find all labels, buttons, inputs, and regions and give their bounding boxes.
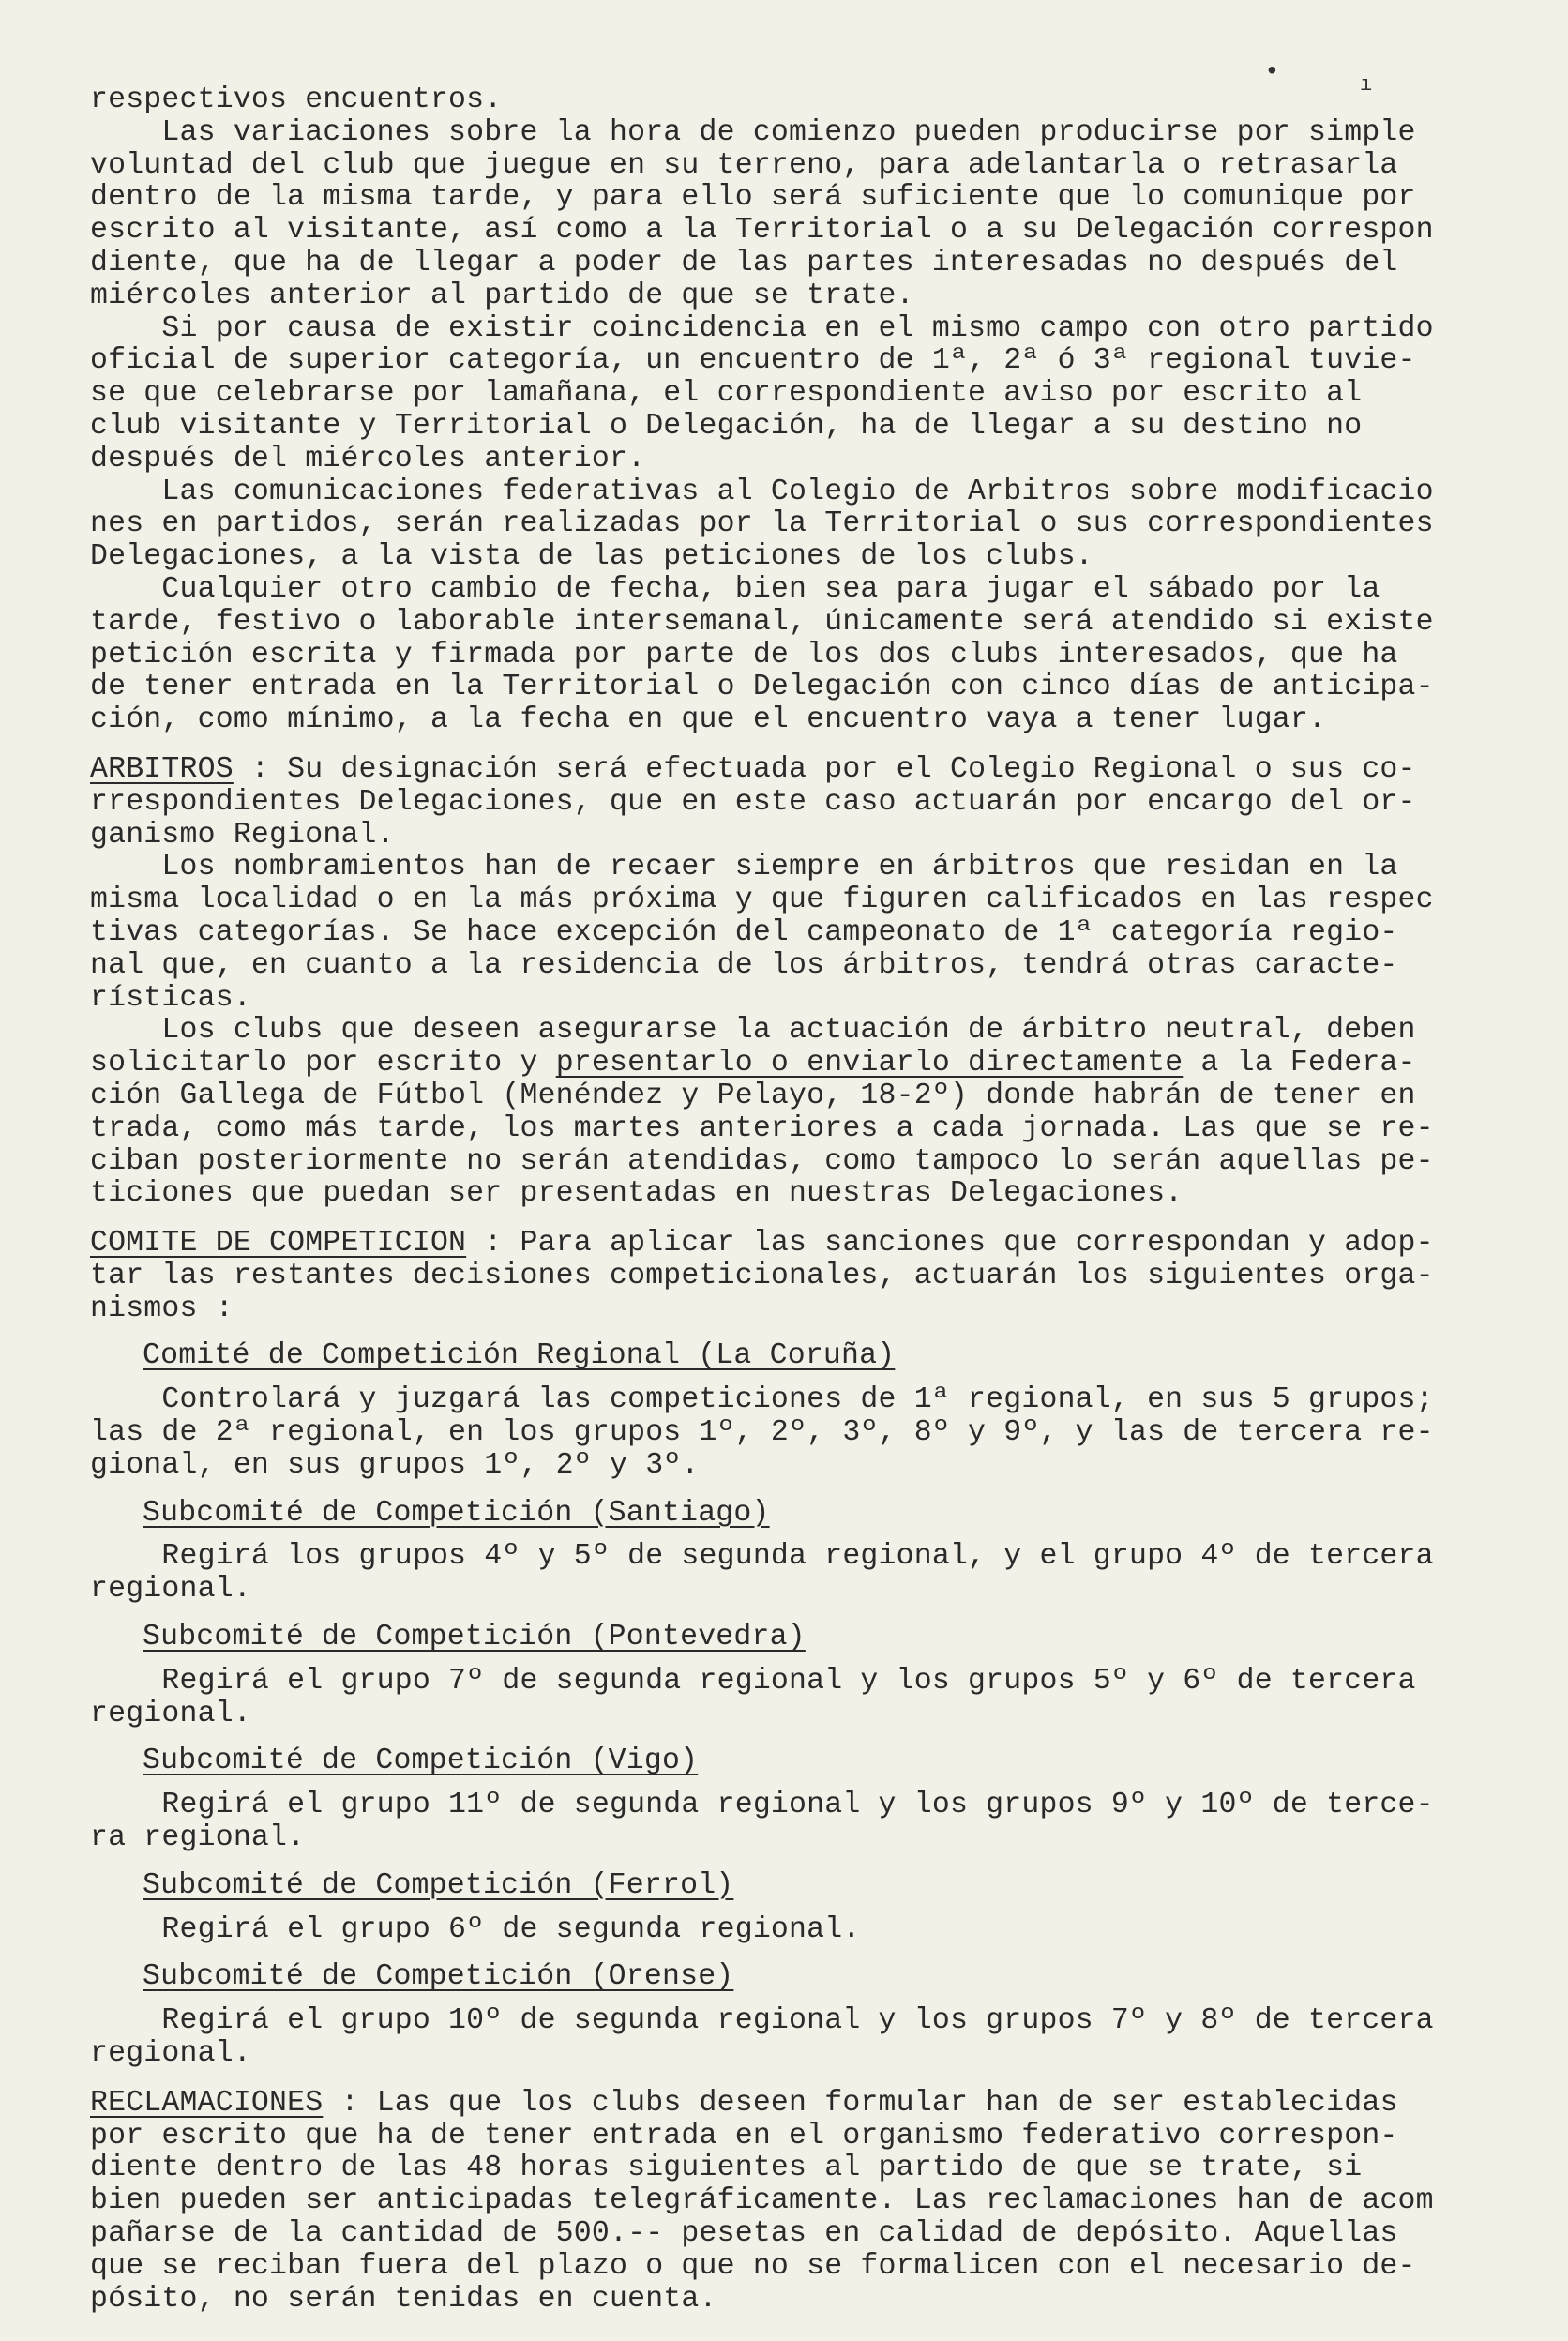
comite-colon: : xyxy=(466,1227,503,1261)
paragraph-line: miércoles anterior al partido de que se trate. xyxy=(90,279,914,312)
committee-title-line xyxy=(90,1498,1506,1531)
paragraph-line: oficial de superior categoría, un encuentro de 1ª, 2ª ó 3ª regional tuvie- xyxy=(90,344,1416,378)
committee-title: Subcomité de Competición (Orense) xyxy=(143,1960,734,1994)
paragraph-line: trada, como más tarde, los martes anteriores a cada jornada. Las que se re- xyxy=(90,1111,1434,1145)
document-text xyxy=(90,84,1506,2316)
paragraph-line: Delegaciones, a la vista de las peticiones de los clubs. xyxy=(90,540,1093,574)
paragraph-line: club visitante y Territorial o Delegación, ha de llegar a su destino no xyxy=(90,409,1363,443)
arbitros-colon: : xyxy=(233,752,270,786)
reclamaciones-intro: Las que los clubs deseen formular han de ser establecidas xyxy=(358,2086,1398,2120)
paragraph-line: ganismo Regional. xyxy=(90,818,395,852)
arbitros-first-line xyxy=(90,754,1506,787)
committee-text-line: las de 2ª regional, en los grupos 1º, 2º, 3º, 8º y 9º, y las de tercera re- xyxy=(90,1416,1434,1450)
spacer xyxy=(90,1903,1506,1914)
paragraph-line: diente dentro de las 48 horas siguientes al partido de que se trate, si xyxy=(90,2152,1363,2185)
committee-title: Comité de Competición Regional (La Coruña) xyxy=(143,1339,896,1373)
paragraph-line: por escrito que ha de tener entrada en el organismo federativo correspon- xyxy=(90,2119,1398,2152)
committee-text-line: Regirá el grupo 11º de segunda regional y los grupos 9º y 10º de terce- xyxy=(90,1789,1434,1822)
reclamaciones-first-line xyxy=(90,2088,1506,2121)
paragraph-line: rísticas. xyxy=(90,981,251,1015)
paragraph-line: nes en partidos, serán realizadas por la Territorial o sus correspondientes xyxy=(90,507,1434,541)
paragraph-line: Los nombramientos han de recaer siempre en árbitros que residan en la xyxy=(90,851,1398,884)
comite-first-line xyxy=(90,1228,1506,1261)
committee-text-line: Regirá el grupo 6º de segunda regional. xyxy=(90,1912,861,1946)
paragraph-line: tar las restantes decisiones competicionales, actuarán los siguientes orga- xyxy=(90,1259,1434,1292)
committee-title-line xyxy=(90,1340,1506,1373)
underlined-phrase: presentarlo o enviarlo directamente xyxy=(555,1047,1184,1080)
committee-title: Subcomité de Competición (Pontevedra) xyxy=(143,1621,806,1654)
paragraph-line: ciban posteriormente no serán atendidas, como tampoco lo serán aquellas pe- xyxy=(90,1144,1434,1178)
paragraph-line: petición escrita y firmada por parte de los dos clubs interesados, que ha xyxy=(90,638,1398,672)
paragraph-line: Las comunicaciones federativas al Colegio de Arbitros sobre modificacio xyxy=(90,475,1434,508)
committee-text-line: regional. xyxy=(90,1697,251,1730)
arbitros-intro: Su designación será efectuada por el Colegio Regional o sus co- xyxy=(269,752,1416,786)
paragraph-line: tarde, festivo o laborable intersemanal, únicamente será atendido si existe xyxy=(90,605,1434,639)
reclamaciones-heading: RECLAMACIONES xyxy=(90,2086,324,2120)
paragraph-line: diente, que ha de llegar a poder de las partes interesadas no después del xyxy=(90,246,1398,279)
committee-title-line xyxy=(90,1961,1506,1994)
paragraph-line: rrespondientes Delegaciones, que en este caso actuarán por encargo del or- xyxy=(90,785,1416,819)
committee-text-line: gional, en sus grupos 1º, 2º y 3º. xyxy=(90,1448,700,1482)
paragraph-line: respectivos encuentros. xyxy=(90,83,503,116)
section-gap xyxy=(90,737,1506,754)
comite-heading: COMITE DE COMPETICION xyxy=(90,1227,467,1261)
paragraph-line: Si por causa de existir coincidencia en el mismo campo con otro partido xyxy=(90,311,1434,345)
paragraph-line: tivas categorías. Se hace excepción del campeonato de 1ª categoría regio- xyxy=(90,915,1398,949)
paragraph-line: ción Gallega de Fútbol (Menéndez y Pelayo, 18-2º) donde habrán de tener en xyxy=(90,1079,1416,1112)
comite-intro: Para aplicar las sanciones que correspondan y adop- xyxy=(502,1227,1434,1261)
committee-title: Subcomité de Competición (Santiago) xyxy=(143,1496,770,1530)
paragraph-line: se que celebrarse por lamañana, el correspondiente aviso por escrito al xyxy=(90,377,1363,411)
paragraph-line: nal que, en cuanto a la residencia de los árbitros, tendrá otras caracte- xyxy=(90,948,1398,982)
paragraph-line: pósito, no serán tenidas en cuenta. xyxy=(90,2282,717,2316)
paragraph-line: de tener entrada en la Territorial o Delegación con cinco días de anticipa- xyxy=(90,671,1434,704)
reclamaciones-colon: : xyxy=(323,2086,359,2120)
paragraph-line: que se reciban fuera del plazo o que no se formalicen con el necesario de- xyxy=(90,2249,1416,2283)
paragraph-line: ticiones que puedan ser presentadas en nuestras Delegaciones. xyxy=(90,1177,1184,1211)
committee-text-line: ra regional. xyxy=(90,1821,306,1855)
section-gap xyxy=(90,2071,1506,2088)
committee-text-line: regional. xyxy=(90,2037,251,2071)
paragraph-line: voluntad del club que juegue en su terreno, para adelantarla o retrasarla xyxy=(90,148,1398,182)
paragraph-line: Los clubs que deseen asegurarse la actuación de árbitro neutral, deben xyxy=(90,1014,1416,1048)
paragraph-line: pañarse de la cantidad de 500.-- pesetas en calidad de depósito. Aquellas xyxy=(90,2217,1398,2251)
paragraph-line: escrito al visitante, así como a la Territorial o a su Delegación correspon xyxy=(90,214,1434,248)
text-fragment: solicitarlo por escrito y xyxy=(90,1047,556,1080)
committee-title-line xyxy=(90,1622,1506,1654)
section-gap xyxy=(90,1211,1506,1228)
paragraph-line: nismos : xyxy=(90,1291,234,1325)
committee-title-line xyxy=(90,1870,1506,1903)
ink-speck: ı xyxy=(1360,73,1373,97)
committee-title: Subcomité de Competición (Ferrol) xyxy=(143,1868,734,1902)
paragraph-line: después del miércoles anterior. xyxy=(90,442,646,476)
committee-text-line: regional. xyxy=(90,1573,251,1607)
committee-title-line xyxy=(90,1745,1506,1778)
paragraph-line: Las variaciones sobre la hora de comienzo pueden producirse por simple xyxy=(90,115,1416,149)
paragraph-line: misma localidad o en la más próxima y que figuren calificados en las respec xyxy=(90,884,1434,917)
committee-text-line: Regirá el grupo 10º de segunda regional y los grupos 7º y 8º de tercera xyxy=(90,2004,1434,2038)
arbitros-heading: ARBITROS xyxy=(90,752,234,786)
paragraph-line: Cualquier otro cambio de fecha, bien sea para jugar el sábado por la xyxy=(90,572,1380,606)
text-fragment: a la Federa- xyxy=(1183,1047,1416,1080)
paragraph-line: dentro de la misma tarde, y para ello será suficiente que lo comunique por xyxy=(90,181,1416,215)
committee-title: Subcomité de Competición (Vigo) xyxy=(143,1744,699,1778)
committee-text-line: Regirá los grupos 4º y 5º de segunda regional, y el grupo 4º de tercera xyxy=(90,1540,1434,1574)
paragraph-line xyxy=(90,1048,1506,1080)
committee-text-line: Controlará y juzgará las competiciones de 1ª regional, en sus 5 grupos; xyxy=(90,1383,1434,1417)
ink-speck: • xyxy=(1264,58,1280,87)
paragraph-line: bien pueden ser anticipadas telegráficamente. Las reclamaciones han de acom xyxy=(90,2184,1434,2218)
paragraph-line: ción, como mínimo, a la fecha en que el encuentro vaya a tener lugar. xyxy=(90,703,1327,737)
committee-text-line: Regirá el grupo 7º de segunda regional y los grupos 5º y 6º de tercera xyxy=(90,1664,1416,1698)
